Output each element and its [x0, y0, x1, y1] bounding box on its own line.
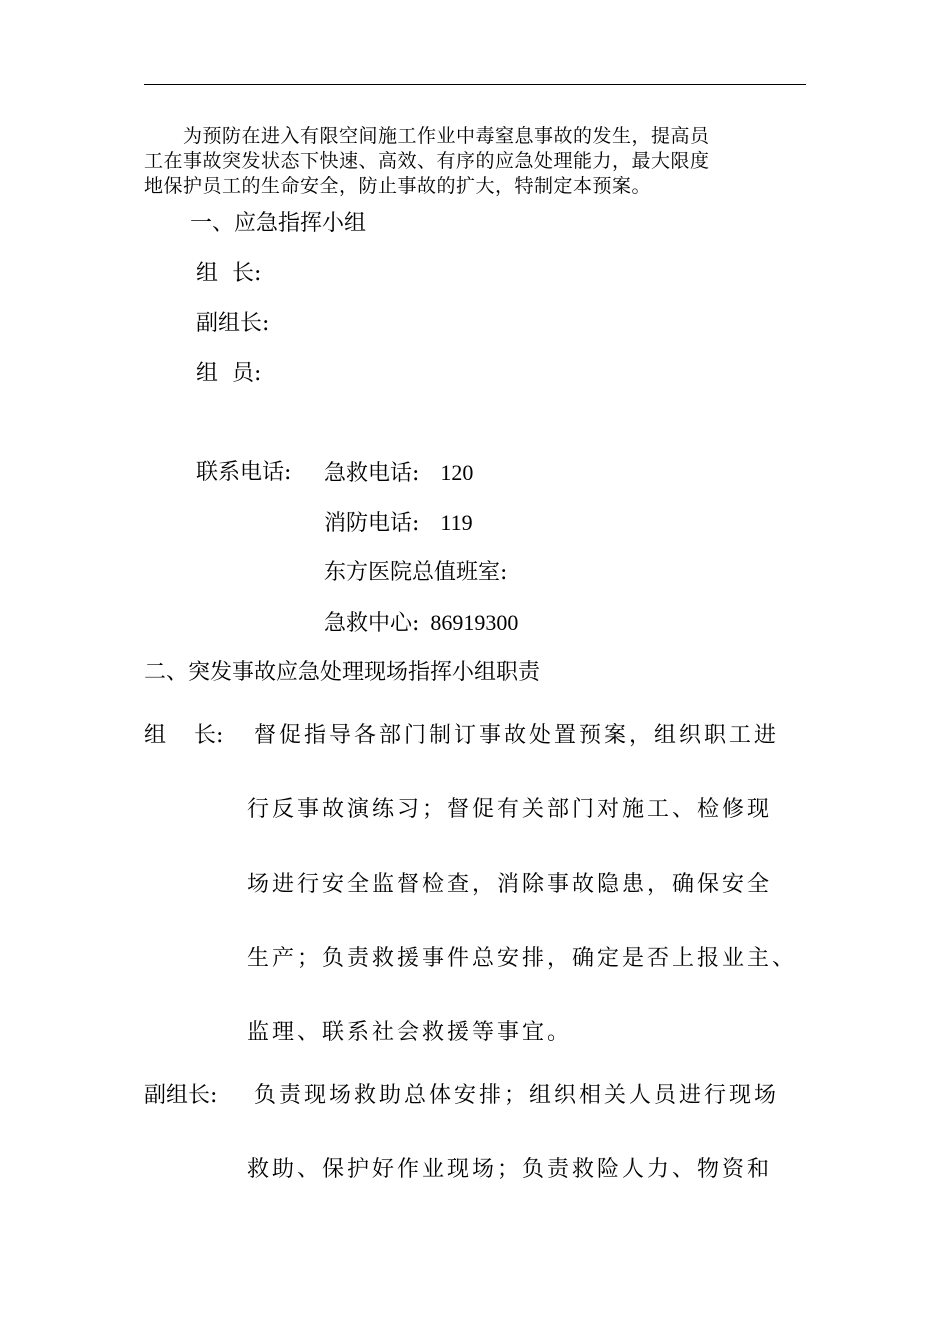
hospital-duty-label: 东方医院总值班室:	[324, 560, 508, 585]
header-rule	[144, 84, 806, 85]
contacts-label: 联系电话:	[196, 460, 292, 485]
emergency-phone-number: 120	[440, 460, 474, 485]
intro-paragraph	[144, 124, 806, 199]
duty-leader-line: 行反事故演练习；督促有关部门对施工、检修现	[247, 797, 773, 822]
intro-line: 工在事故突发状态下快速、高效、有序的应急处理能力，最大限度	[144, 150, 710, 172]
fire-phone-number: 119	[440, 510, 473, 535]
emergency-center-number: 86919300	[430, 610, 519, 635]
section2-heading: 二、突发事故应急处理现场指挥小组职责	[144, 660, 541, 685]
emergency-center-label: 急救中心:	[324, 611, 420, 636]
center-line	[324, 608, 518, 639]
intro-line: 地保护员工的生命安全，防止事故的扩大，特制定本预案。	[144, 175, 652, 197]
duty-leader-line: 督促指导各部门制订事故处置预案，组织职工进	[254, 723, 780, 748]
fire-line	[324, 508, 473, 539]
fire-phone-label: 消防电话:	[324, 511, 420, 536]
section1-heading: 一、应急指挥小组	[190, 211, 367, 236]
duty-deputy-label: 副组长:	[144, 1083, 218, 1108]
deputy-label: 副组长:	[196, 311, 270, 336]
duty-deputy-line: 救助、保护好作业现场；负责救险人力、物资和	[247, 1157, 773, 1182]
emergency-line	[324, 458, 473, 489]
duty-leader-line: 监理、联系社会救援等事宜。	[247, 1020, 573, 1045]
duty-leader-line: 场进行安全监督检查，消除事故隐患，确保安全	[247, 872, 773, 897]
duty-leader-line: 生产；负责救援事件总安排，确定是否上报业主、	[247, 946, 798, 971]
members-label: 组 员:	[196, 361, 262, 386]
intro-line: 为预防在进入有限空间施工作业中毒窒息事故的发生，提高员	[144, 125, 710, 147]
duty-leader-label: 组 长:	[144, 723, 224, 748]
emergency-phone-label: 急救电话:	[324, 461, 420, 486]
duty-deputy-line: 负责现场救助总体安排；组织相关人员进行现场	[254, 1083, 780, 1108]
leader-label: 组 长:	[196, 261, 262, 286]
